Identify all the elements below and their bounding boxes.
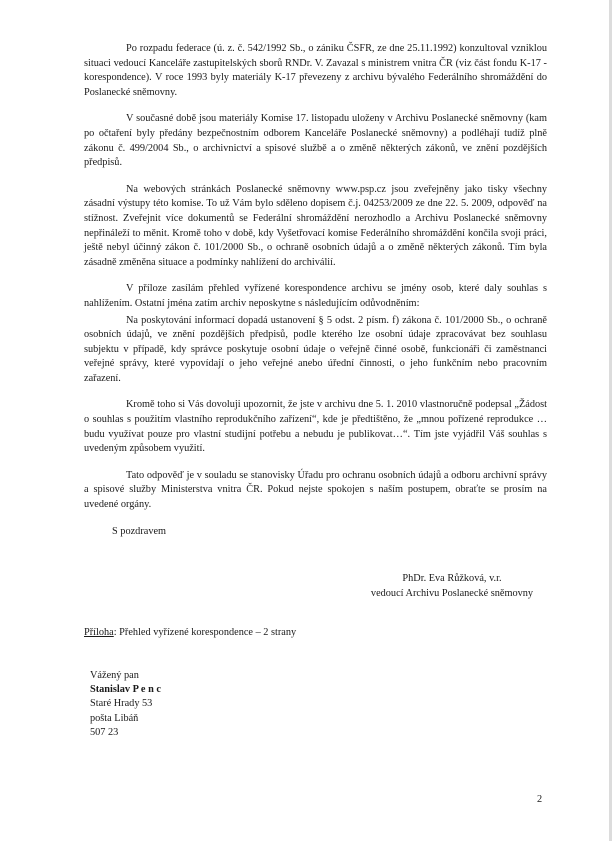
paragraph-conformity: Tato odpověď je v souladu se stanovisky Úřadu pro ochranu osobních údajů a odboru archivní správy a spisové služby Ministerstva vnitra ČR. Pokud nejste spokojen s naším postupem, obraťte se prosím na uvedené orgány. [84, 469, 547, 511]
page-number: 2 [537, 794, 543, 805]
address-salutation: Vážený pan [90, 670, 139, 681]
paragraph-attachment-note: V příloze zasílám přehled vyřízené korespondence archivu se jmény osob, které daly souhlas s nahlížením. Ostatní jména zatím archiv neposkytne s následujícím odůvodněním: [84, 283, 547, 309]
signature-block [342, 572, 562, 601]
paragraph-federation: Po rozpadu federace (ú. z. č. 542/1992 Sb., o zániku ČSFR, ze dne 25.11.1992) konzultoval vzniklou situaci vedoucí Kanceláře zastupitelských sborů RNDr. V. Zavazal s ministrem vnitra ČR (viz část fondu K-17 - korespondence). V roce 1993 byly materiály K-17 převezeny z archivu bývalého Federálního shromáždění do Poslanecké sněmovny. [84, 43, 547, 98]
recipient-address [90, 669, 161, 740]
paragraph-legal-basis: Na poskytování informací dopadá ustanovení § 5 odst. 2 písm. f) zákona č. 101/2000 Sb., o ochraně osobních údajů, ve znění pozdějších předpisů, podle kterého lze osobní údaje zpracovávat bez souhlasu subjektu v případě, kdy správce poskytuje osobní údaje o veřejně činné osobě, funkcionáři či zaměstnanci veřejné správy, které vypovídají o jeho veřejné anebo úřední činnosti, o jeho funkčním nebo pracovním zařazení. [84, 314, 547, 384]
attachment-text: : Přehled vyřízené korespondence – 2 strany [113, 627, 297, 638]
letter-body [84, 42, 547, 551]
greeting: S pozdravem [112, 525, 167, 537]
address-zip: 507 23 [90, 726, 119, 738]
signature-title: vedoucí Archivu Poslanecké sněmovny [370, 587, 534, 599]
address-name: Stanislav P e n c [90, 684, 161, 696]
address-street: Staré Hrady 53 [90, 698, 153, 710]
paragraph-signed-request: Kromě toho si Vás dovoluji upozornit, že jste v archivu dne 5. 1. 2010 vlastnoručně podepsal „Žádost o souhlas s použitím vlastního reprodukčního zařízení“, kde je předtištěno, že „mnou pořízené reprodukce …budu využívat pouze pro vlastní studijní potřebu a nebudu je publikovat…“. Tím jste vyjádřil Váš souhlas s uvedeným způsobem využití. [84, 399, 547, 455]
attachment-label: Příloha [84, 627, 114, 638]
paragraph-current-storage: V současné době jsou materiály Komise 17. listopadu uloženy v Archivu Poslanecké sněmovny (kam po očtaření byly předány bezpečnostním odborem Kanceláře Poslanecké sněmovny) a podléhají tudíž plně zákonu č. 499/2004 Sb., o archivnictví a spisové službě a o změně některých zákonů, ve znění pozdějších předpisů. [84, 113, 547, 169]
signature-name: PhDr. Eva Růžková, v.r. [402, 573, 502, 584]
address-post: pošta Libáň [90, 712, 139, 724]
attachment-line [84, 626, 296, 641]
paragraph-web-publication: Na webových stránkách Poslanecké sněmovny www.psp.cz jsou zveřejněny jako tisky všechny zásadní výstupy této komise. To už Vám bylo sděleno dopisem č.j. 04253/2009 ze dne 22. 5. 2009, odpověď na stížnost. Zveřejnit více dokumentů se Federální shromáždění nerozhodlo a Archivu Poslanecké sněmovny nepřináleží to měnit. Kromě toho v době, kdy Vyšetřovací komise Federálního shromáždění končila svoji práci, ještě nebyl účinný zákon č. 101/2000 Sb., o ochraně osobních údajů a o změně některých zákonů. Tím byla zásadně změněna situace a podmínky nahlížení do archiválií. [84, 183, 547, 268]
